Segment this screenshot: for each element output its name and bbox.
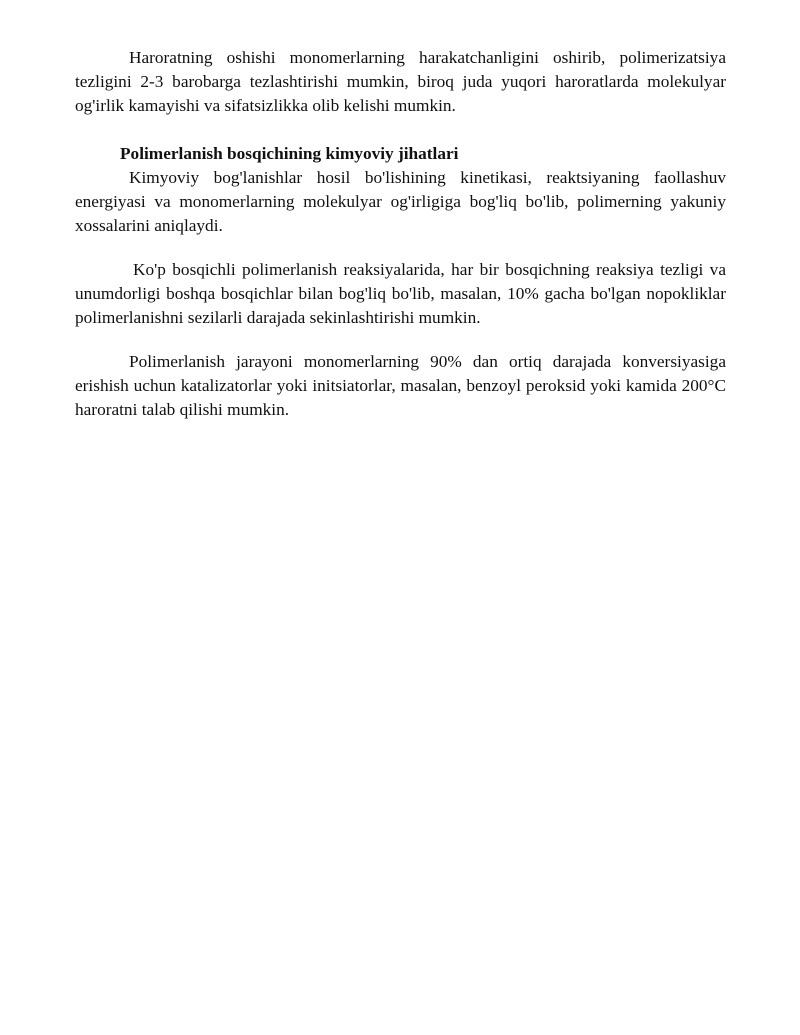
paragraph-kinetics: Kimyoviy bog'lanishlar hosil bo'lishining kinetikasi, reaktsiyaning faollashuv energiyasi va monomerlarning molekulyar og'irligiga bog'liq bo'lib, polimerning yakuniy xossalarini aniqlaydi. xyxy=(75,168,726,235)
section-heading: Polimerlanish bosqichining kimyoviy jihatlari xyxy=(120,144,459,163)
paragraph-temperature-effect: Haroratning oshishi monomerlarning harakatchanligini oshirib, polimerizatsiya tezligini 2-3 barobarga tezlashtirishi mumkin, biroq juda yuqori haroratlarda molekulyar og'irlik kamayishi va sifatsizlikka olib kelishi mumkin. xyxy=(75,48,726,115)
paragraph-conversion: Polimerlanish jarayoni monomerlarning 90% dan ortiq darajada konversiyasiga erishish uchun katalizatorlar yoki initsiatorlar, masalan, benzoyl peroksid yoki kamida 200°C haroratni talab qilishi mumkin. xyxy=(75,352,726,419)
document-body xyxy=(75,46,726,422)
paragraph-multistep-reactions: Ko'p bosqichli polimerlanish reaksiyalarida, har bir bosqichning reaksiya tezligi va unumdorligi boshqa bosqichlar bilan bog'liq bo'lib, masalan, 10% gacha bo'lgan nopokliklar polimerlanishni sezilarli darajada sekinlashtirishi mumkin. xyxy=(75,260,726,327)
